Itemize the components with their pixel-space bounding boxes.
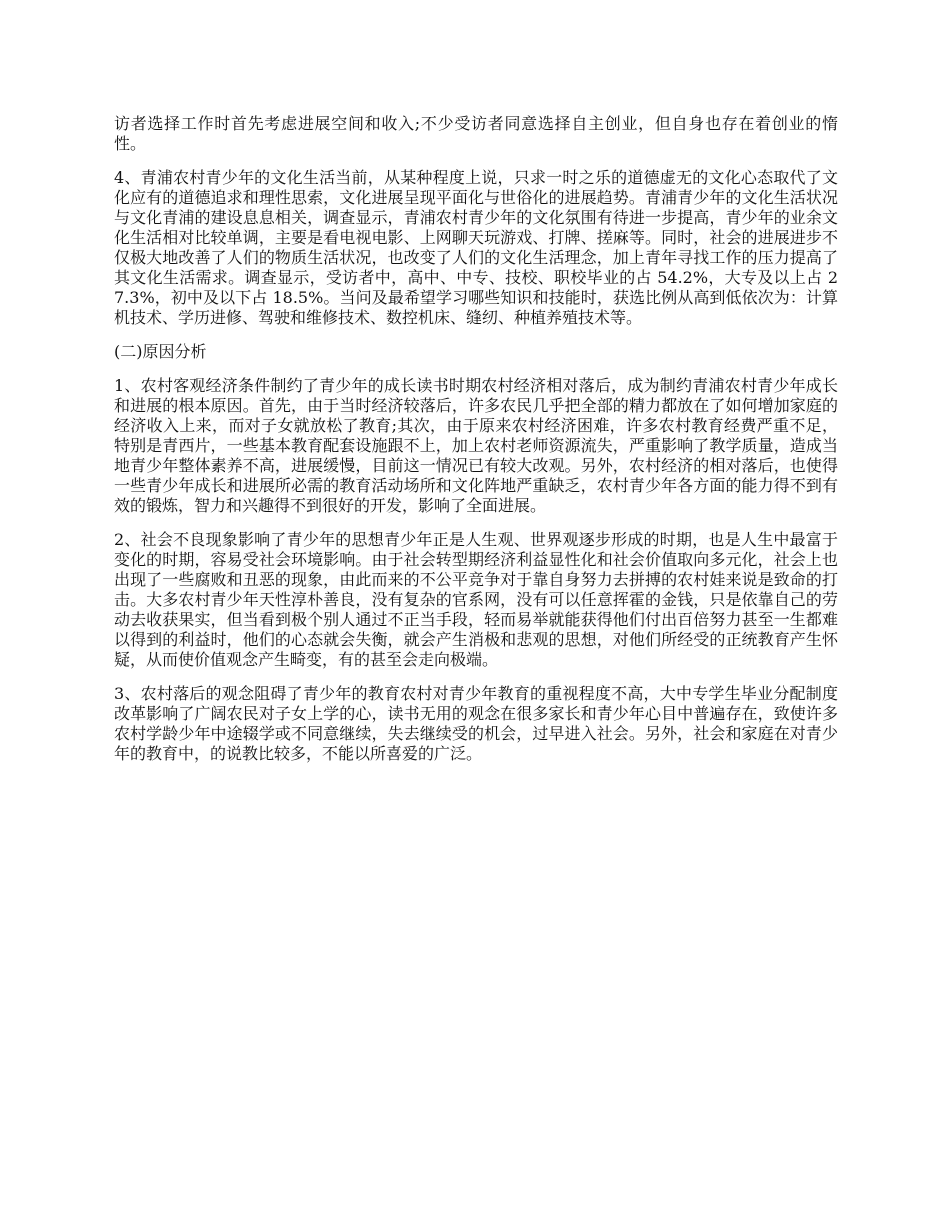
paragraph-economic-conditions: 1、农村客观经济条件制约了青少年的成长读书时期农村经济相对落后，成为制约青浦农村青少年成长和进展的根本原因。首先，由于当时经济较落后，许多农民几乎把全部的精力都放在了如何增加家庭的经济收入上来，而对子女就放松了教育;其次，由于原来农村经济困难，许多农村教育经费严重不足，特别是青西片，一些基本教育配套设施跟不上，加上农村老师资源流失，严重影响了教学质量，造成当地青少年整体素养不高，进展缓慢，目前这一情况已有较大改观。另外，农村经济的相对落后，也使得一些青少年成长和进展所必需的教育活动场所和文化阵地严重缺乏，农村青少年各方面的能力得不到有效的锻炼，智力和兴趣得不到很好的开发，影响了全面进展。 — [114, 376, 838, 515]
paragraph-cultural-life: 4、青浦农村青少年的文化生活当前，从某种程度上说，只求一时之乐的道德虚无的文化心态取代了文化应有的道德追求和理性思索，文化进展呈现平面化与世俗化的进展趋势。青浦青少年的文化生活状况与文化青浦的建设息息相关，调查显示，青浦农村青少年的文化氛围有待进一步提高，青少年的业余文化生活相对比较单调，主要是看电视电影、上网聊天玩游戏、打牌、搓麻等。同时，社会的进展进步不仅极大地改善了人们的物质生活状况，也改变了人们的文化生活理念，加上青年寻找工作的压力提高了其文化生活需求。调查显示，受访者中，高中、中专、技校、职校毕业的占 54.2%，大专及以上占 27.3%，初中及以下占 18.5%。当问及最希望学习哪些知识和技能时，获选比例从高到低依次为：计算机技术、学历进修、驾驶和维修技术、数控机床、缝纫、种植养殖技术等。 — [114, 168, 838, 327]
section-heading-cause-analysis: (二)原因分析 — [114, 342, 207, 361]
paragraph-continuation: 访者选择工作时首先考虑进展空间和收入;不少受访者同意选择自主创业，但自身也存在着创业的惰性。 — [114, 114, 838, 153]
paragraph-social-phenomena: 2、社会不良现象影响了青少年的思想青少年正是人生观、世界观逐步形成的时期，也是人生中最富于变化的时期，容易受社会环境影响。由于社会转型期经济利益显性化和社会价值取向多元化，社会上也出现了一些腐败和丑恶的现象，由此而来的不公平竞争对于靠自身努力去拼搏的农村娃来说是致命的打击。大多农村青少年天性淳朴善良，没有复杂的官系网，没有可以任意挥霍的金钱，只是依靠自己的劳动去收获果实，但当看到极个别人通过不正当手段，轻而易举就能获得他们付出百倍努力甚至一生都难以得到的利益时，他们的心态就会失衡，就会产生消极和悲观的思想，对他们所经受的正统教育产生怀疑，从而使价值观念产生畸变，有的甚至会走向极端。 — [114, 530, 838, 669]
paragraph-backward-concepts: 3、农村落后的观念阻碍了青少年的教育农村对青少年教育的重视程度不高，大中专学生毕业分配制度改革影响了广阔农民对子女上学的心，读书无用的观念在很多家长和青少年心目中普遍存在，致使许多农村学龄少年中途辍学或不同意继续，失去继续受的机会，过早进入社会。另外，社会和家庭在对青少年的教育中，的说教比较多，不能以所喜爱的广泛。 — [114, 684, 838, 763]
document-page — [114, 114, 838, 778]
